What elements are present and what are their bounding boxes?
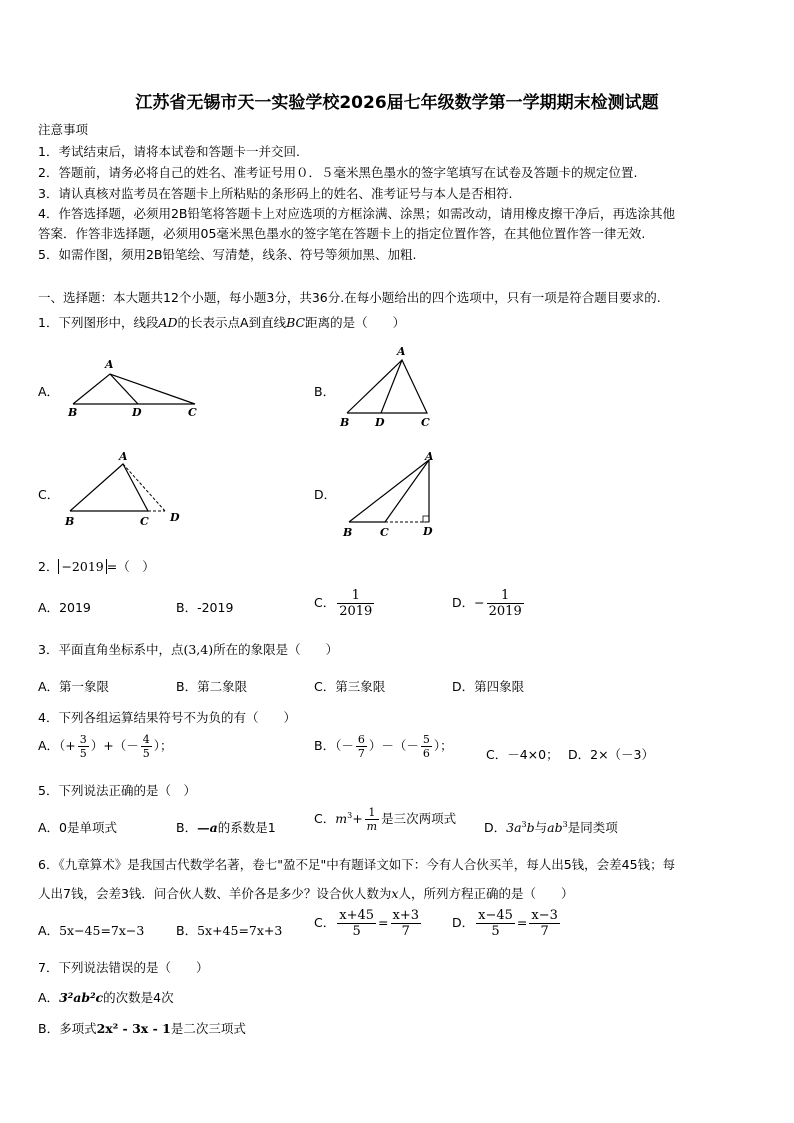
point-label: C xyxy=(188,406,197,419)
q7-option-b: B．多项式2x² - 3x - 1是二次三项式 xyxy=(38,1021,246,1036)
question-6-stem: 6．《九章算术》是我国古代数学名著，卷七"盈不足"中有题译文如下：今有人合伙买羊，每人出5钱，会差45钱；每 xyxy=(38,857,676,872)
point-label: A xyxy=(119,450,128,463)
q1-figure-d xyxy=(335,448,445,543)
q1-option-b-label: B． xyxy=(314,384,336,399)
notice-item: 4．作答选择题，必须用2B铅笔将答题卡上对应选项的方框涂满、涂黑；如需改动，请用橡皮擦干净后，再选涂其他 xyxy=(38,206,675,221)
question-6-stem-line2: 人出7钱，会差3钱．问合伙人数、羊价各是多少？设合伙人数为x人，所列方程正确的是（ ） xyxy=(38,886,574,901)
notice-item: 1．考试结束后，请将本试卷和答题卡一并交回. xyxy=(38,144,300,159)
q2-option-a: A．2019 xyxy=(38,600,91,615)
q1-option-d-label: D． xyxy=(314,487,337,502)
q5-option-b: B．—a的系数是1 xyxy=(176,820,276,835)
q6-option-c: C． $\frac{x+45}{5}$ = $\frac{x+3}{7}$ xyxy=(314,908,419,939)
point-label: B xyxy=(68,406,78,419)
q6-option-d: D． $\frac{x-45}{5}$ = $\frac{x-3}{7}$ xyxy=(452,908,558,939)
q3-option-c: C．第三象限 xyxy=(314,679,386,694)
q5-option-a: A．0是单项式 xyxy=(38,820,118,835)
q6-option-b: B．5x+45=7x+3 xyxy=(176,923,283,938)
q2-option-b: B．-2019 xyxy=(176,600,234,615)
question-4-stem: 4．下列各组运算结果符号不为负的有（ ） xyxy=(38,710,296,725)
point-label: D xyxy=(423,525,433,538)
page-title: 江苏省无锡市天一实验学校2026届七年级数学第一学期期末检测试题 xyxy=(135,93,659,113)
notice-item: 2．答题前，请务必将自己的姓名、准考证号用０．５毫米黑色墨水的签字笔填写在试卷及答题卡的规定位置. xyxy=(38,165,638,180)
q3-option-d: D．第四象限 xyxy=(452,679,525,694)
q4-option-d: D．2×（－3） xyxy=(568,747,655,762)
notice-heading: 注意事项 xyxy=(38,122,89,137)
q2-option-d: D．− $\frac{1}{2019}$ xyxy=(452,588,522,619)
point-label: C xyxy=(421,416,430,429)
point-label: A xyxy=(397,345,406,358)
question-7-stem: 7．下列说法错误的是（ ） xyxy=(38,960,209,975)
q1-option-a-label: A． xyxy=(38,384,60,399)
q4-option-b: B．（－ $\frac{6}{7}$ ）－（－ $\frac{5}{6}$ ）； xyxy=(314,733,453,760)
question-1-stem: 1．下列图形中，线段AD的长表示点A到直线BC距离的是（ ） xyxy=(38,315,406,330)
q3-option-b: B．第二象限 xyxy=(176,679,248,694)
point-label: B xyxy=(65,515,75,528)
question-3-stem: 3．平面直角坐标系中，点(3,4)所在的象限是（ ） xyxy=(38,642,339,657)
notice-item: 答案．作答非选择题，必须用05毫米黑色墨水的签字笔在答题卡上的指定位置作答，在其他位置作答一律无效. xyxy=(38,226,646,241)
point-label: D xyxy=(170,511,180,524)
notice-item: 3．请认真核对监考员在答题卡上所粘贴的条形码上的姓名、准考证号与本人是否相符. xyxy=(38,186,513,201)
q6-option-a: A．5x−45=7x−3 xyxy=(38,923,145,938)
question-5-stem: 5．下列说法正确的是（ ） xyxy=(38,783,196,798)
point-label: D xyxy=(132,406,142,419)
q1-figure-c xyxy=(60,448,190,533)
q7-option-a: A．3²ab²c的次数是4次 xyxy=(38,990,174,1005)
q5-option-c: C．$m^3+$ $\frac{1}{m}$ 是三次两项式 xyxy=(314,806,457,833)
section-heading: 一、选择题：本大题共12个小题，每小题3分，共36分.在每小题给出的四个选项中，只有一项是符合题目要求的. xyxy=(38,290,661,305)
q5-option-d: D．$3a^3b$与$ab^3$是同类项 xyxy=(484,819,618,835)
q1-figure-a xyxy=(60,354,210,424)
point-label: A xyxy=(425,450,434,463)
point-label: C xyxy=(380,526,389,539)
q1-option-c-label: C． xyxy=(38,487,60,502)
point-label: B xyxy=(343,526,353,539)
q2-option-c: C． $\frac{1}{2019}$ xyxy=(314,588,373,619)
point-label: A xyxy=(105,358,114,371)
q4-option-a: A．（+ $\frac{3}{5}$ ）+（－ $\frac{4}{5}$ ）； xyxy=(38,733,173,760)
q4-option-c: C．－4×0； xyxy=(486,747,559,762)
q3-option-a: A．第一象限 xyxy=(38,679,110,694)
q1-figure-b xyxy=(335,340,445,430)
point-label: C xyxy=(140,515,149,528)
point-label: D xyxy=(375,416,385,429)
notice-item: 5．如需作图，须用2B铅笔绘、写清楚，线条、符号等须加黑、加粗. xyxy=(38,247,417,262)
point-label: B xyxy=(340,416,350,429)
question-2-stem: 2． −2019 =（ ） xyxy=(38,559,155,574)
